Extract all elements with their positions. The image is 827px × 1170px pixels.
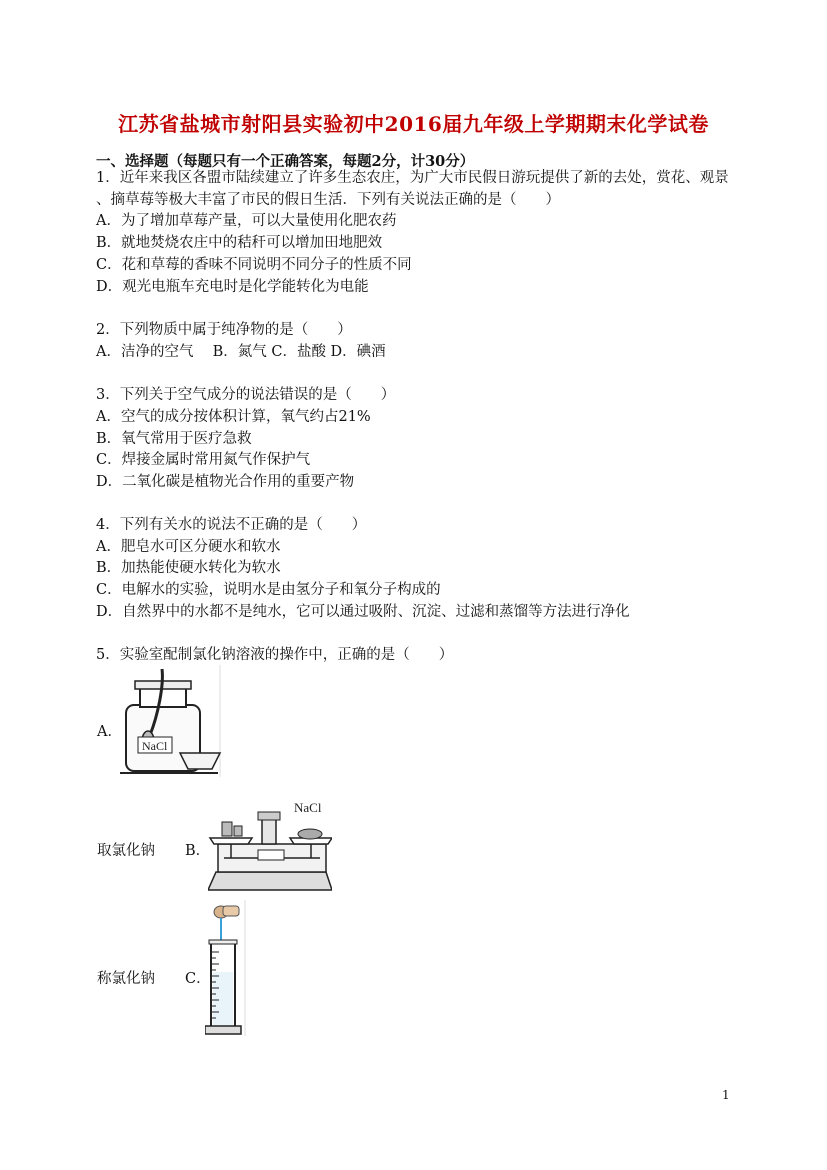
question-1-option-d: D．观光电瓶车充电时是化学能转化为电能 xyxy=(96,279,369,295)
figure-b-label: B． xyxy=(185,843,211,859)
question-2-options: A．洁净的空气 B．氮气 C．盐酸 D．碘酒 xyxy=(96,344,386,360)
figure-b-caption: 取氯化钠 xyxy=(97,843,155,859)
question-4-stem: 4．下列有关水的说法不正确的是（ ） xyxy=(96,517,367,533)
figure-c-label: C． xyxy=(185,971,211,987)
question-1-option-a: A．为了增加草莓产量，可以大量使用化肥农药 xyxy=(96,213,397,229)
document-title: 江苏省盐城市射阳县实验初中2016届九年级上学期期末化学试卷 xyxy=(118,112,709,136)
figure-a-nacl-label: NaCl xyxy=(142,739,168,753)
question-4-option-a: A．肥皂水可区分硬水和软水 xyxy=(96,539,281,555)
graduated-cylinder-figure xyxy=(205,900,251,1036)
balance-figure xyxy=(208,798,332,896)
section-heading: 一、选择题（每题只有一个正确答案，每题2分，计30分） xyxy=(96,153,475,170)
question-4-option-c: C．电解水的实验，说明水是由氢分子和氧分子构成的 xyxy=(96,582,441,598)
question-4-option-b: B．加热能使硬水转化为软水 xyxy=(96,560,281,576)
question-1-option-c: C．花和草莓的香味不同说明不同分子的性质不同 xyxy=(96,257,412,273)
question-1-option-b: B．就地焚烧农庄中的秸秆可以增加田地肥效 xyxy=(96,235,383,251)
page-number: 1 xyxy=(722,1088,730,1102)
question-3-option-c: C．焊接金属时常用氮气作保护气 xyxy=(96,452,311,468)
question-1-stem-line-2: 、摘草莓等极大丰富了市民的假日生活．下列有关说法正确的是（ ） xyxy=(96,192,560,208)
question-4-option-d: D．自然界中的水都不是纯水，它可以通过吸附、沉淀、过滤和蒸馏等方法进行净化 xyxy=(96,604,630,620)
figure-c-caption: 称氯化钠 xyxy=(97,971,155,987)
question-3-stem: 3．下列关于空气成分的说法错误的是（ ） xyxy=(96,387,396,403)
question-2-stem: 2．下列物质中属于纯净物的是（ ） xyxy=(96,322,352,338)
question-1-stem-line-1: 1．近年来我区各盟市陆续建立了许多生态农庄，为广大市民假日游玩提供了新的去处，赏花、观景 xyxy=(96,170,729,186)
figure-b-nacl-label: NaCl xyxy=(294,800,322,815)
figure-a-label: A． xyxy=(97,724,122,740)
question-3-option-d: D．二氧化碳是植物光合作用的重要产物 xyxy=(96,474,355,490)
reagent-bottle-figure xyxy=(118,665,228,777)
question-5-stem: 5．实验室配制氯化钠溶液的操作中，正确的是（ ） xyxy=(96,647,454,663)
question-3-option-b: B．氧气常用于医疗急救 xyxy=(96,431,252,447)
question-3-option-a: A．空气的成分按体积计算，氧气约占21% xyxy=(96,409,371,425)
